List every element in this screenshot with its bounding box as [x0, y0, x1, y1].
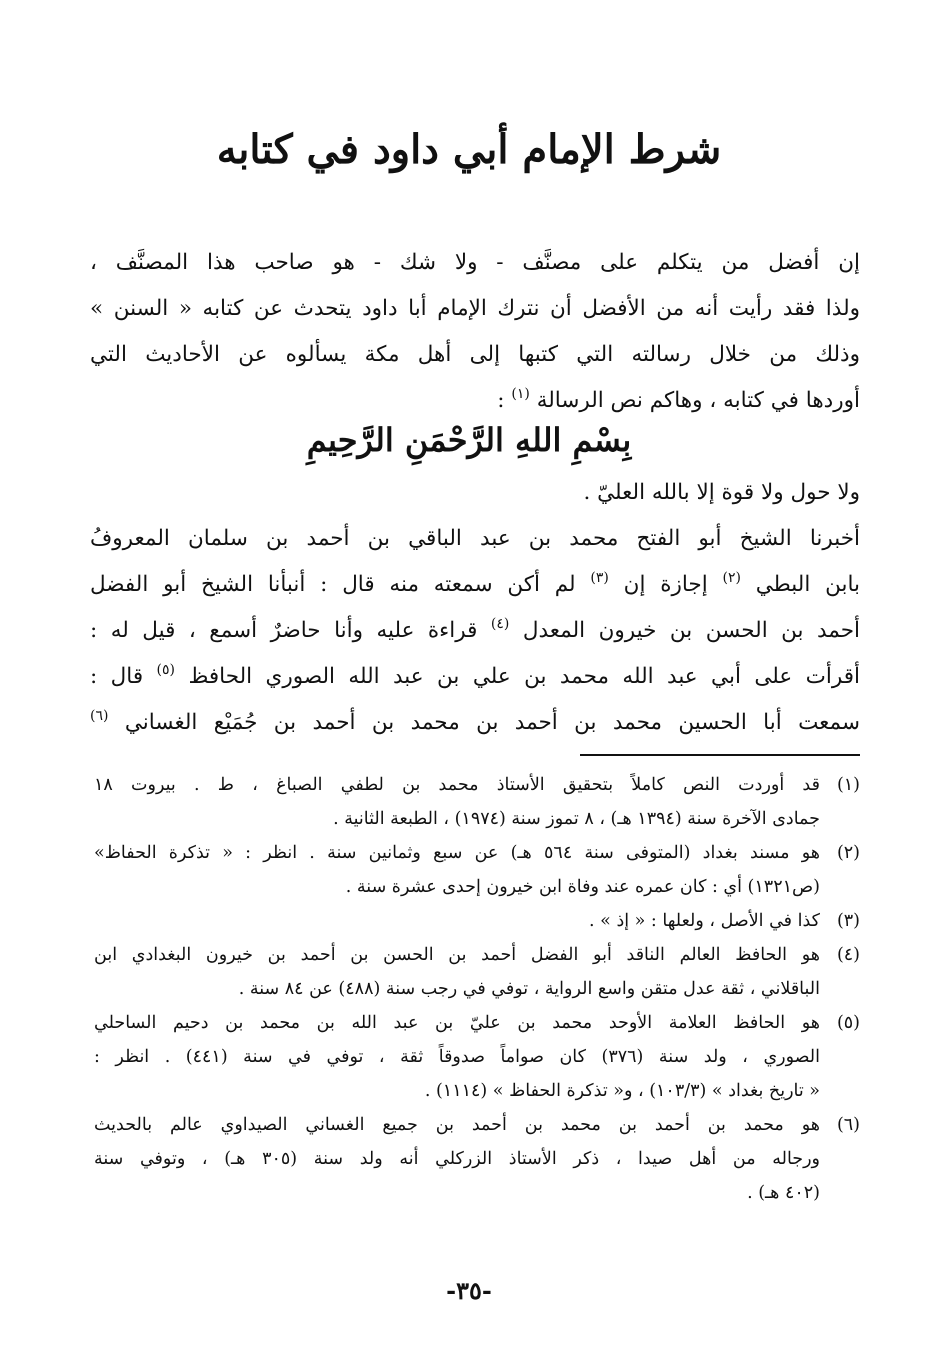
- footnote-line: (٤٠٢ هـ) .: [747, 1183, 820, 1203]
- isnad-line-5: [90, 700, 860, 746]
- footnote-line: هو مسند بغداد (المتوفى سنة ٥٦٤ هـ) عن سبع وثمانين سنة . انظر : « تذكرة الحفاظ»: [94, 843, 820, 863]
- footnote: [94, 904, 860, 938]
- intro-line: إن أفضل من يتكلم على مصنَّف - ولا شك - هو صاحب هذا المصنَّف ،: [90, 250, 860, 275]
- footnote-number: (٤): [836, 945, 860, 965]
- footnote-line: كذا في الأصل ، ولعلها : « إذ » .: [589, 911, 820, 931]
- isnad-text: أحمد بن الحسن بن خيرون المعدل: [522, 618, 860, 643]
- isnad-line-1: أخبرنا الشيخ أبو الفتح محمد بن عبد الباقي بن أحمد بن سلمان المعروفُ: [90, 526, 860, 551]
- footnote-divider: [580, 754, 860, 756]
- intro-line: وذلك من خلال رسالته التي كتبها إلى أهل مكة يسألوه عن الأحاديث التي: [90, 342, 860, 367]
- footnote-line: هو محمد بن أحمد بن محمد بن أحمد بن جميع الغساني الصيداوي عالم بالحديث: [94, 1115, 820, 1135]
- footnote-ref-4: (٤): [490, 616, 510, 632]
- hawqala: ولا حول ولا قوة إلا بالله العليّ .: [583, 480, 860, 505]
- footnote-ref-3: (٣): [590, 570, 609, 586]
- isnad-text: قال :: [90, 664, 157, 689]
- footnote: [94, 768, 860, 836]
- isnad-paragraph: [90, 516, 860, 746]
- footnote-number: (٢): [836, 843, 860, 863]
- footnote: [94, 1108, 860, 1210]
- footnote: [94, 1006, 860, 1108]
- footnote-line: (ص١٣٢١) أي : كان عمره عند وفاة ابن خيرون إحدى عشرة سنة .: [345, 877, 820, 897]
- basmala: بِسْمِ اللهِ الرَّحْمَنِ الرَّحِيمِ: [306, 421, 632, 459]
- isnad-text: إجازة إن: [623, 572, 723, 597]
- intro-line: أوردها في كتابه ، وهاكم نص الرسالة: [536, 388, 860, 413]
- intro-colon: :: [497, 388, 512, 413]
- isnad-line-4: [90, 654, 860, 700]
- footnote-line: ورجاله من أهل صيدا ، ذكر الأستاذ الزركلي أنه ولد سنة (٣٠٥ هـ) ، وتوفي سنة: [94, 1149, 820, 1169]
- footnote-line: « تاريخ بغداد » (١٠٣/٣) ، و« تذكرة الحفاظ » (١١١٤) .: [424, 1081, 820, 1101]
- footnote: [94, 938, 860, 1006]
- footnote-line: هو الحافظ العلامة الأوحد محمد بن عليّ بن عبد الله بن محمد بن دحيم الساحلي: [94, 1013, 820, 1033]
- isnad-line-2: [90, 562, 860, 608]
- footnote-line: الصوري ، ولد سنة (٣٧٦) كان صواماً صدوقاً ثقة ، توفي في سنة (٤٤١) . انظر :: [94, 1047, 820, 1067]
- footnote-number: (٣): [836, 911, 860, 931]
- footnote-ref-5: (٥): [156, 662, 176, 678]
- footnote-ref-1: (١): [511, 386, 530, 402]
- footnote-line: الباقلاني ، ثقة عدل متقن واسع الرواية ، توفي في رجب سنة (٤٨٨) عن ٨٤ سنة .: [238, 979, 820, 999]
- intro-paragraph: [90, 240, 860, 424]
- isnad-text: لم أكن سمعته منه قال : أنبأنا الشيخ أبو الفضل: [90, 572, 591, 597]
- isnad-text: سمعت أبا الحسين محمد بن أحمد بن محمد بن أحمد بن جُمَيْع الغساني: [124, 710, 860, 735]
- isnad-text: قراءة عليه وأنا حاضرٌ أسمع ، قيل له :: [90, 618, 491, 643]
- footnote-number: (١): [836, 775, 860, 795]
- footnote-ref-2: (٢): [722, 570, 741, 586]
- footnote-number: (٥): [836, 1013, 860, 1033]
- isnad-text: أقرأت على أبي عبد الله محمد بن علي بن عبد الله الصوري الحافظ: [188, 664, 860, 689]
- page-number: -٣٥-: [446, 1276, 492, 1305]
- footnotes-list: [94, 768, 860, 1210]
- isnad-text: بابن البطي: [755, 572, 860, 597]
- footnote: [94, 836, 860, 904]
- intro-line: ولذا فقد رأيت أنه من الأفضل أن نترك الإمام أبا داود يتحدث عن كتابه « السنن »: [90, 296, 860, 321]
- footnote-line: جمادى الآخرة سنة (١٣٩٤ هـ) ، ٨ تموز سنة (١٩٧٤) ، الطبعة الثانية .: [333, 809, 820, 829]
- footnote-ref-6: (٦): [90, 708, 109, 724]
- footnote-line: قد أوردت النص كاملاً بتحقيق الأستاذ محمد بن لطفي الصباغ ، ط . بيروت ١٨: [94, 775, 820, 795]
- footnote-line: هو الحافظ العالم الناقد أبو الفضل أحمد بن الحسن بن أحمد بن خيرون البغدادي ابن: [94, 945, 820, 965]
- isnad-line-3: [90, 608, 860, 654]
- page-title: شرط الإمام أبي داود في كتابه: [216, 126, 722, 173]
- footnote-number: (٦): [836, 1115, 860, 1135]
